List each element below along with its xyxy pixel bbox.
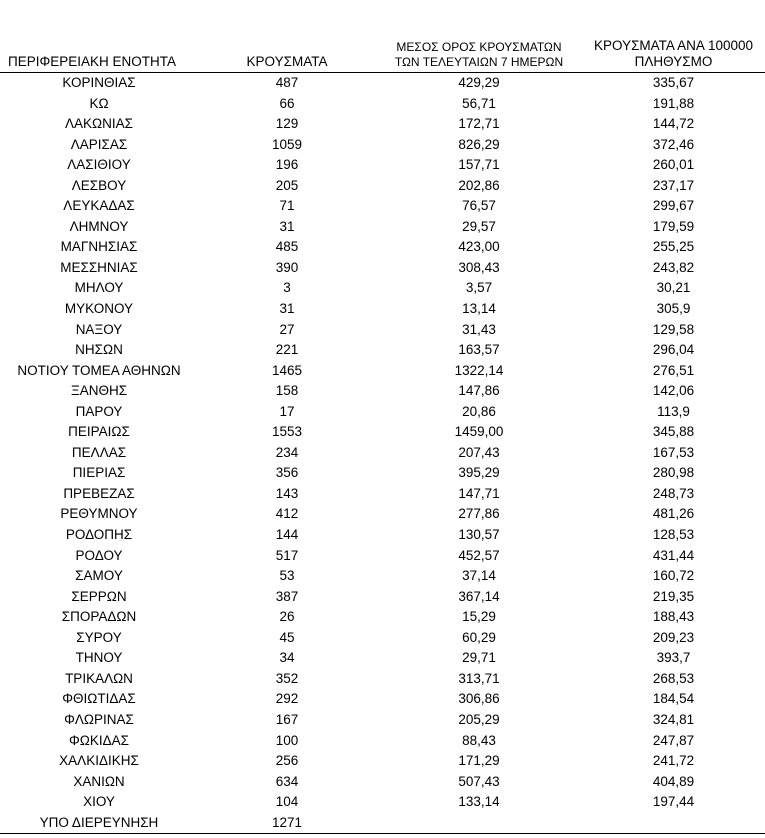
cell-region[interactable]: ΤΗΝΟΥ	[75, 650, 123, 666]
cell-avg7[interactable]: 20,86	[462, 403, 496, 419]
cell-avg7[interactable]: 1459,00	[454, 424, 504, 440]
cell-cases[interactable]: 158	[275, 383, 299, 399]
cell-region[interactable]: ΛΑΡΙΣΑΣ	[70, 136, 128, 152]
cell-avg7[interactable]: 306,86	[458, 691, 500, 707]
table-row	[0, 443, 765, 464]
cell-cases[interactable]: 17	[279, 403, 295, 419]
cell-avg7[interactable]: 76,57	[462, 198, 496, 214]
table-row	[0, 669, 765, 690]
cell-per100k[interactable]: 128,53	[652, 527, 695, 543]
cell-region[interactable]: ΞΑΝΘΗΣ	[70, 383, 128, 399]
table-row	[0, 320, 765, 341]
cell-cases[interactable]: 387	[275, 588, 299, 604]
cell-region[interactable]: ΝΑΞΟΥ	[75, 321, 123, 337]
cell-avg7[interactable]: 423,00	[458, 239, 500, 255]
cell-region[interactable]: ΠΡΕΒΕΖΑΣ	[63, 485, 135, 501]
cell-avg7[interactable]: 277,86	[458, 506, 500, 522]
table-row	[0, 299, 765, 320]
header-cases[interactable]	[198, 34, 376, 73]
header-region-label: ΠΕΡΙΦΕΡΕΙΑΚΗ ΕΝΟΤΗΤΑ	[8, 54, 177, 69]
cell-region[interactable]: ΧΑΝΙΩΝ	[73, 773, 125, 789]
cell-per100k[interactable]: 167,53	[652, 444, 695, 460]
cell-avg7[interactable]: 367,14	[458, 588, 500, 604]
cell-cases[interactable]: 196	[275, 157, 299, 173]
cell-per100k[interactable]: 255,25	[652, 239, 695, 255]
cell-per100k[interactable]: 345,88	[652, 424, 695, 440]
cell-region[interactable]: ΜΕΣΣΗΝΙΑΣ	[60, 259, 138, 275]
cell-per100k[interactable]: 188,43	[652, 609, 695, 625]
header-avg7-line1: ΜΕΣΟΣ ΟΡΟΣ ΚΡΟΥΣΜΑΤΩΝ	[396, 40, 562, 54]
cell-per100k[interactable]: 404,89	[652, 773, 695, 789]
cell-avg7[interactable]: 3,57	[465, 280, 493, 296]
cell-region[interactable]: ΛΕΣΒΟΥ	[71, 177, 127, 193]
cell-per100k[interactable]: 243,82	[652, 259, 695, 275]
cell-region[interactable]: ΛΑΣΙΘΙΟΥ	[67, 157, 131, 173]
table-row	[0, 792, 765, 813]
cell-avg7[interactable]: 308,43	[458, 259, 500, 275]
table-row	[0, 710, 765, 731]
cell-region[interactable]: ΠΙΕΡΙΑΣ	[72, 465, 126, 481]
cell-per100k[interactable]: 184,54	[652, 691, 695, 707]
cell-cases[interactable]: 390	[275, 259, 299, 275]
cell-avg7[interactable]: 147,71	[458, 485, 500, 501]
table-row	[0, 361, 765, 382]
table-row	[0, 587, 765, 608]
cell-avg7[interactable]	[376, 813, 582, 834]
cell-cases[interactable]: 31	[279, 301, 295, 317]
cell-avg7[interactable]: 202,86	[458, 177, 500, 193]
table-row	[0, 422, 765, 443]
table-row	[0, 237, 765, 258]
cell-avg7[interactable]: 826,29	[458, 136, 500, 152]
cell-cases[interactable]: 144	[275, 527, 299, 543]
cell-cases[interactable]: 234	[275, 444, 299, 460]
cell-per100k[interactable]: 197,44	[652, 794, 695, 810]
cell-region[interactable]: ΝΗΣΩΝ	[75, 342, 123, 358]
cell-per100k[interactable]: 335,67	[652, 75, 695, 90]
cell-cases[interactable]: 487	[275, 75, 299, 90]
cell-cases[interactable]: 66	[279, 95, 295, 111]
cell-region[interactable]: ΤΡΙΚΑΛΩΝ	[65, 670, 133, 686]
header-avg7[interactable]	[376, 34, 582, 73]
cell-avg7[interactable]: 13,14	[462, 301, 496, 317]
cell-avg7[interactable]: 31,43	[462, 321, 496, 337]
table-row	[0, 628, 765, 649]
cell-region[interactable]: ΛΑΚΩΝΙΑΣ	[65, 116, 133, 132]
cell-region[interactable]: ΠΕΛΛΑΣ	[71, 444, 127, 460]
cell-cases[interactable]: 356	[275, 465, 299, 481]
cell-cases[interactable]: 221	[275, 342, 299, 358]
cell-per100k[interactable]: 241,72	[652, 753, 695, 769]
cell-cases[interactable]: 1553	[271, 424, 303, 440]
cell-per100k[interactable]: 144,72	[652, 116, 695, 132]
cell-avg7[interactable]: 163,57	[458, 342, 500, 358]
table-row	[0, 525, 765, 546]
cell-region[interactable]: ΠΕΙΡΑΙΩΣ	[68, 424, 130, 440]
table-row	[0, 196, 765, 217]
cell-per100k[interactable]: 393,7	[656, 650, 691, 666]
cell-cases[interactable]: 205	[275, 177, 299, 193]
cell-avg7[interactable]: 507,43	[458, 773, 500, 789]
cell-per100k[interactable]: 268,53	[652, 670, 695, 686]
cell-avg7[interactable]: 15,29	[462, 609, 496, 625]
table-row	[0, 278, 765, 299]
table-row	[0, 772, 765, 793]
cell-per100k[interactable]: 142,06	[652, 383, 695, 399]
cell-avg7[interactable]: 29,57	[462, 218, 496, 234]
table-row	[0, 73, 765, 94]
cell-region[interactable]: ΦΘΙΩΤΙΔΑΣ	[62, 691, 136, 707]
header-cases-label: ΚΡΟΥΣΜΑΤΑ	[246, 54, 328, 69]
table-row	[0, 504, 765, 525]
table-row	[0, 463, 765, 484]
cell-cases[interactable]: 1465	[271, 362, 303, 378]
cell-cases[interactable]: 104	[275, 794, 299, 810]
table-row	[0, 155, 765, 176]
cell-cases[interactable]: 100	[275, 732, 299, 748]
cell-avg7[interactable]: 56,71	[462, 95, 496, 111]
cell-cases[interactable]: 26	[279, 609, 295, 625]
table-row	[0, 813, 765, 834]
cell-cases[interactable]: 167	[275, 711, 299, 727]
cell-avg7[interactable]: 172,71	[458, 116, 500, 132]
table-row	[0, 484, 765, 505]
cases-table	[0, 34, 765, 834]
cell-avg7[interactable]: 171,29	[458, 753, 500, 769]
table-row	[0, 402, 765, 423]
cell-cases[interactable]: 517	[275, 547, 299, 563]
cell-per100k[interactable]: 30,21	[656, 280, 691, 296]
cell-avg7[interactable]: 88,43	[462, 732, 496, 748]
cell-per100k[interactable]: 160,72	[652, 568, 695, 584]
cell-region[interactable]: ΦΛΩΡΙΝΑΣ	[64, 711, 134, 727]
table-header-row	[0, 34, 765, 73]
table-row	[0, 546, 765, 567]
cell-region[interactable]: ΜΑΓΝΗΣΙΑΣ	[60, 239, 138, 255]
header-region[interactable]	[0, 34, 198, 73]
cell-cases[interactable]: 412	[275, 506, 299, 522]
cell-cases[interactable]: 256	[275, 753, 299, 769]
cell-cases[interactable]: 45	[279, 629, 295, 645]
cell-region[interactable]: ΧΑΛΚΙΔΙΚΗΣ	[59, 753, 139, 769]
cell-avg7[interactable]: 60,29	[462, 629, 496, 645]
cell-region[interactable]: ΥΠΟ ΔΙΕΡΕΥΝΗΣΗ	[0, 813, 198, 834]
cell-avg7[interactable]: 130,57	[458, 527, 500, 543]
cell-region[interactable]: ΜΗΛΟΥ	[74, 280, 124, 296]
cell-region[interactable]: ΣΑΜΟΥ	[75, 568, 123, 584]
table-row	[0, 135, 765, 156]
cell-cases[interactable]: 129	[275, 116, 299, 132]
cell-region[interactable]: ΡΕΘΥΜΝΟΥ	[60, 506, 138, 522]
cell-cases[interactable]: 1271	[198, 813, 376, 834]
cell-per100k[interactable]: 113,9	[657, 403, 690, 419]
cell-region[interactable]: ΛΗΜΝΟΥ	[69, 218, 129, 234]
table-row	[0, 566, 765, 587]
table-row	[0, 381, 765, 402]
cell-cases[interactable]: 634	[275, 773, 299, 789]
cell-per100k[interactable]: 280,98	[652, 465, 695, 481]
cell-per100k[interactable]: 299,67	[652, 198, 695, 214]
cell-cases[interactable]: 485	[275, 239, 299, 255]
cell-per100k[interactable]: 237,17	[652, 177, 695, 193]
table-row	[0, 217, 765, 238]
cell-avg7[interactable]: 133,14	[458, 794, 500, 810]
table-row	[0, 340, 765, 361]
cell-avg7[interactable]: 207,43	[458, 444, 500, 460]
cell-per100k[interactable]: 247,87	[652, 732, 695, 748]
table-row	[0, 114, 765, 135]
cell-per100k[interactable]: 191,88	[652, 95, 695, 111]
header-avg7-line2: ΤΩΝ ΤΕΛΕΥΤΑΙΩΝ 7 ΗΜΕΡΩΝ	[394, 55, 564, 69]
cell-avg7[interactable]: 452,57	[458, 547, 500, 563]
cell-cases[interactable]: 71	[279, 198, 295, 214]
cell-avg7[interactable]: 395,29	[458, 465, 500, 481]
table-row	[0, 689, 765, 710]
cell-cases[interactable]: 292	[275, 691, 299, 707]
cell-cases[interactable]: 143	[275, 485, 299, 501]
cell-cases[interactable]: 53	[279, 568, 295, 584]
cell-avg7[interactable]: 29,71	[462, 650, 496, 666]
cell-per100k[interactable]: 431,44	[652, 547, 695, 563]
cell-per100k[interactable]: 276,51	[652, 362, 695, 378]
table-row	[0, 94, 765, 115]
cell-avg7[interactable]: 429,29	[458, 75, 500, 90]
cell-avg7[interactable]: 313,71	[458, 670, 500, 686]
cell-cases[interactable]: 34	[279, 650, 295, 666]
cell-region[interactable]: ΧΙΟΥ	[83, 794, 115, 810]
cell-per100k[interactable]	[582, 813, 765, 834]
cell-region[interactable]: ΝΟΤΙΟΥ ΤΟΜΕΑ ΑΘΗΝΩΝ	[17, 362, 181, 378]
cell-region[interactable]: ΜΥΚΟΝΟΥ	[64, 301, 134, 317]
cell-region[interactable]: ΠΑΡΟΥ	[75, 403, 123, 419]
table-row	[0, 607, 765, 628]
cell-avg7[interactable]: 37,14	[462, 568, 496, 584]
table-body	[0, 73, 765, 834]
cell-avg7[interactable]: 147,86	[458, 383, 500, 399]
cell-avg7[interactable]: 205,29	[458, 711, 500, 727]
cell-region[interactable]: ΚΩ	[89, 95, 109, 111]
cell-region[interactable]: ΣΠΟΡΑΔΩΝ	[61, 609, 137, 625]
cell-per100k[interactable]: 372,46	[652, 136, 695, 152]
cell-region[interactable]: ΣΕΡΡΩΝ	[71, 588, 127, 604]
cell-avg7[interactable]: 1322,14	[454, 362, 504, 378]
cell-cases[interactable]: 31	[279, 218, 295, 234]
header-per100k-line2: ΠΛΗΘΥΣΜΟ	[634, 54, 713, 69]
cell-cases[interactable]: 3	[283, 280, 291, 296]
cell-cases[interactable]: 1059	[271, 136, 303, 152]
table-row	[0, 731, 765, 752]
cell-per100k[interactable]: 481,26	[652, 506, 695, 522]
cell-per100k[interactable]: 209,23	[652, 629, 695, 645]
cell-cases[interactable]: 27	[279, 321, 295, 337]
cell-per100k[interactable]: 260,01	[652, 157, 695, 173]
cell-region[interactable]: ΡΟΔΟΥ	[75, 547, 123, 563]
cell-per100k[interactable]: 248,73	[652, 485, 695, 501]
cell-per100k[interactable]: 324,81	[652, 711, 695, 727]
table-row	[0, 751, 765, 772]
cell-cases[interactable]: 352	[275, 670, 299, 686]
cell-region[interactable]: ΡΟΔΟΠΗΣ	[65, 527, 133, 543]
table-row	[0, 648, 765, 669]
cell-per100k[interactable]: 129,58	[652, 321, 695, 337]
cell-region[interactable]: ΛΕΥΚΑΔΑΣ	[63, 198, 135, 214]
cell-per100k[interactable]: 179,59	[652, 218, 695, 234]
cell-region[interactable]: ΣΥΡΟΥ	[76, 629, 122, 645]
header-per100k-line1: ΚΡΟΥΣΜΑΤΑ ΑΝΑ 100000	[594, 38, 753, 53]
cell-region[interactable]: ΚΟΡΙΝΘΙΑΣ	[62, 75, 136, 90]
cell-avg7[interactable]: 157,71	[458, 157, 500, 173]
table-row	[0, 258, 765, 279]
header-per100k[interactable]	[582, 34, 765, 73]
cell-per100k[interactable]: 296,04	[652, 342, 695, 358]
cell-region[interactable]: ΦΩΚΙΔΑΣ	[69, 732, 129, 748]
cell-per100k[interactable]: 219,35	[652, 588, 695, 604]
cell-per100k[interactable]: 305,9	[656, 301, 691, 317]
table-row	[0, 176, 765, 197]
